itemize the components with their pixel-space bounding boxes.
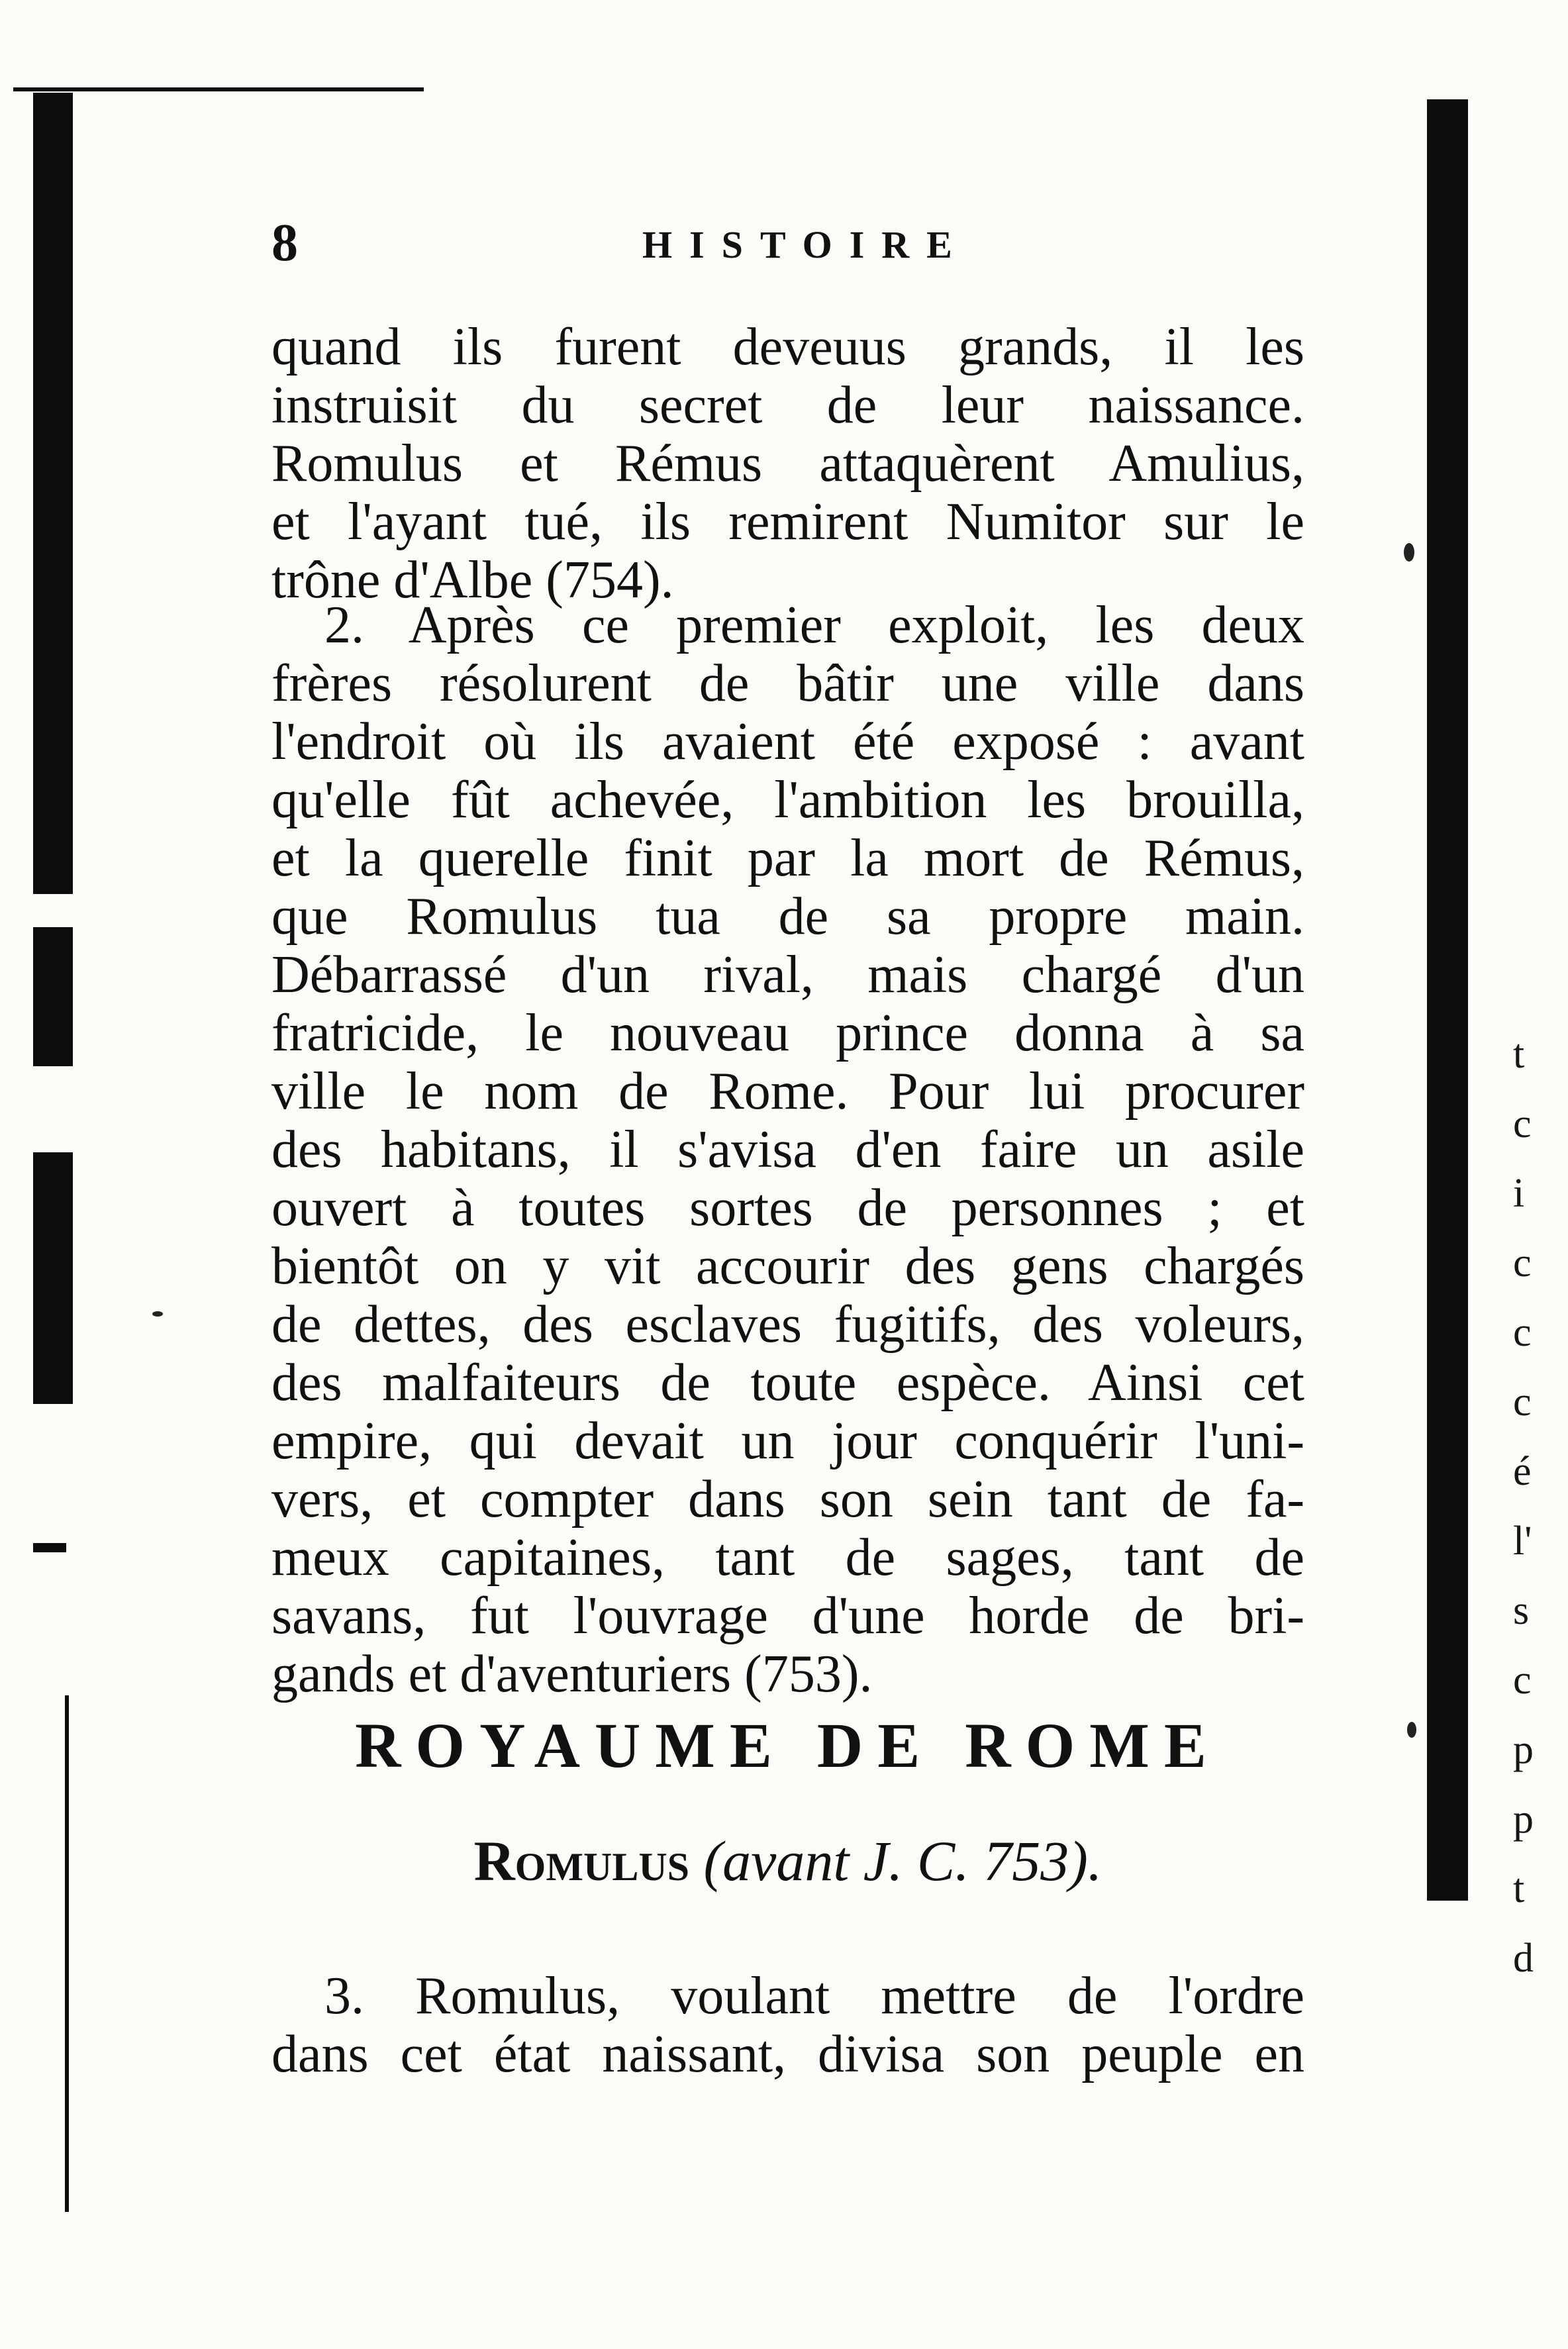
left-scan-mark-3	[33, 1543, 66, 1552]
text-line: des habitans, il s'avisa d'en faire un asile	[271, 1121, 1304, 1179]
text-line: trône d'Albe (754).	[271, 551, 674, 609]
text-line: fratricide, le nouveau prince donna à sa	[271, 1004, 1304, 1062]
fragment-letter: c	[1513, 1379, 1532, 1424]
fragment-letter: c	[1513, 1240, 1532, 1285]
text-line: ouvert à toutes sortes de personnes ; et	[271, 1179, 1304, 1237]
paragraph-2	[271, 596, 1304, 1703]
left-scan-edge	[33, 93, 73, 894]
fragment-letter: d	[1513, 1936, 1534, 1981]
left-scan-mark-2	[33, 1152, 73, 1404]
page-number: 8	[271, 214, 298, 272]
text-line: Débarrassé d'un rival, mais chargé d'un	[271, 946, 1304, 1004]
paragraph-1	[271, 318, 1304, 609]
fragment-letter: p	[1513, 1727, 1534, 1772]
section-title: ROYAUME DE ROME	[355, 1710, 1221, 1781]
fragment-letter: t	[1513, 1866, 1525, 1911]
facing-page-fragments	[1513, 1020, 1553, 1993]
text-line: instruisit du secret de leur naissance.	[271, 376, 1304, 434]
fragment-letter: l'	[1513, 1519, 1532, 1564]
text-line: meux capitaines, tant de sages, tant de	[271, 1528, 1304, 1587]
scan-speck	[1407, 1722, 1416, 1738]
text-line: bientôt on y vit accourir des gens chargés	[271, 1237, 1304, 1295]
scan-speck	[152, 1311, 163, 1317]
text-line: savans, fut l'ouvrage d'une horde de bri-	[271, 1587, 1304, 1645]
ruler-name: Romulus	[473, 1829, 690, 1893]
text-line: dans cet état naissant, divisa son peuple en	[271, 2025, 1304, 2083]
text-line: que Romulus tua de sa propre main.	[271, 887, 1304, 946]
ruler-subtitle	[344, 1828, 1232, 1894]
text-line: l'endroit où ils avaient été exposé : avant	[271, 713, 1304, 771]
text-line: et la querelle finit par la mort de Rémus,	[271, 829, 1304, 887]
top-scan-rule	[13, 87, 424, 91]
text-line: qu'elle fût achevée, l'ambition les brouilla,	[271, 771, 1304, 829]
text-line: vers, et compter dans son sein tant de fa-	[271, 1470, 1304, 1528]
fragment-letter: s	[1513, 1588, 1530, 1633]
fragment-letter: p	[1513, 1797, 1534, 1842]
fragment-letter: c	[1513, 1658, 1532, 1703]
text-line: Romulus et Rémus attaquèrent Amulius,	[271, 434, 1304, 493]
running-head	[271, 213, 1304, 273]
ruler-date: (avant J. C. 753).	[703, 1829, 1102, 1893]
left-thin-rule	[65, 1695, 69, 2212]
text-line: quand ils furent deveuus grands, il les	[271, 318, 1304, 376]
text-line: 3. Romulus, voulant mettre de l'ordre	[324, 1967, 1304, 2025]
running-title: HISTOIRE	[642, 223, 969, 266]
text-line: de dettes, des esclaves fugitifs, des voleurs,	[271, 1295, 1304, 1354]
text-line: ville le nom de Rome. Pour lui procurer	[271, 1062, 1304, 1121]
right-scan-edge	[1427, 99, 1468, 1901]
fragment-letter: t	[1513, 1032, 1525, 1077]
text-line: empire, qui devait un jour conquérir l'uni-	[271, 1412, 1304, 1470]
text-line: gands et d'aventuriers (753).	[271, 1645, 873, 1703]
text-line: et l'ayant tué, ils remirent Numitor sur le	[271, 493, 1304, 551]
paragraph-3	[271, 1967, 1304, 2083]
scan-speck	[1404, 543, 1414, 562]
text-line: des malfaiteurs de toute espèce. Ainsi cet	[271, 1354, 1304, 1412]
fragment-letter: c	[1513, 1310, 1532, 1355]
fragment-letter: é	[1513, 1449, 1532, 1494]
text-line: 2. Après ce premier exploit, les deux	[324, 596, 1304, 654]
left-scan-mark-1	[33, 927, 73, 1066]
fragment-letter: c	[1513, 1101, 1532, 1146]
text-line: frères résolurent de bâtir une ville dans	[271, 654, 1304, 713]
fragment-letter: i	[1513, 1171, 1525, 1216]
